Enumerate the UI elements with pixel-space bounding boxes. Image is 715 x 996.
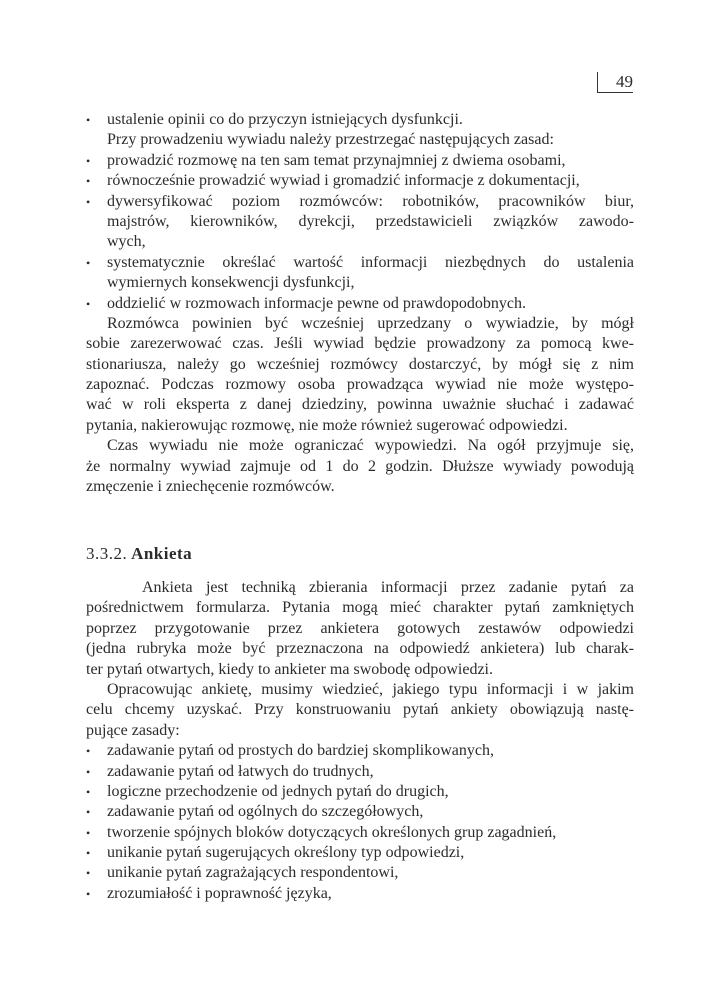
bullet-item: • dywersyfikować poziom rozmówców: robotników, pracowników biur, — [86, 192, 634, 212]
paragraph-line: Opracowując ankietę, musimy wiedzieć, jakiego typu informacji i w jakim — [107, 680, 634, 698]
paragraph-line: Przy prowadzeniu wywiadu należy przestrzegać następujących zasad: — [107, 131, 554, 149]
paragraph-line: Ankieta jest techniką zbierania informacji przez zadanie pytań za — [142, 579, 634, 596]
paragraph-line: pytania, nakierowując rozmowę, nie może również sugerować odpowiedzi. — [86, 416, 568, 434]
paragraph-line: zapoznać. Podczas rozmowy osoba prowadząca wywiad nie może występo- — [86, 376, 634, 394]
paragraph-line: że normalny wywiad zajmuje od 1 do 2 godzin. Dłuższe wywiady powodują — [86, 457, 634, 475]
paragraph-line: pujące zasady: — [86, 721, 180, 739]
section-number: 3.3.2. — [86, 544, 128, 563]
bullet-item: • oddzielić w rozmowach informacje pewne od prawdopodobnych. — [86, 294, 634, 314]
text-block-interview — [86, 110, 634, 497]
paragraph-line: sobie zarezerwować czas. Jeśli wywiad będzie prowadzony za pomocą kwe- — [86, 335, 634, 353]
bullet-item: • zadawanie pytań od łatwych do trudnych, — [86, 762, 634, 782]
page-number: 49 — [597, 72, 633, 93]
paragraph-line: pośrednictwem formularza. Pytania mogą mieć charakter pytań zamkniętych — [86, 599, 634, 617]
bullet-item: • unikanie pytań zagrażających respondentowi, — [86, 863, 634, 883]
paragraph-line: wać w roli eksperta z danej dziedziny, powinna uważnie słuchać i zadawać — [86, 396, 634, 414]
bullet-item: • systematycznie określać wartość informacji niezbędnych do ustalenia — [86, 253, 634, 273]
bullet-continuation: wymiernych konsekwencji dysfunkcji, — [107, 274, 355, 292]
paragraph-line: zmęczenie i zniechęcenie rozmówców. — [86, 478, 335, 496]
paragraph-line: Rozmówca powinien być wcześniej uprzedzany o wywiadzie, by mógł — [107, 314, 634, 332]
bullet-item: • tworzenie spójnych bloków dotyczących określonych grup zagadnień, — [86, 823, 634, 843]
bullet-item: • unikanie pytań sugerujących określony typ odpowiedzi, — [86, 843, 634, 863]
paragraph-line: celu chcemy uzyskać. Przy konstruowaniu pytań ankiety obowiązują nastę- — [86, 701, 634, 719]
bullet-item: • zrozumiałość i poprawność języka, — [86, 884, 634, 904]
paragraph-line: stionariusza, należy go wcześniej rozmówcy dostarczyć, by mógł się z nim — [86, 355, 634, 373]
bullet-item: • równocześnie prowadzić wywiad i gromadzić informacje z dokumentacji, — [86, 171, 634, 191]
bullet-continuation: wych, — [107, 233, 146, 251]
paragraph-line: Czas wywiadu nie może ograniczać wypowiedzi. Na ogół przyjmuje się, — [107, 437, 634, 455]
paragraph-line: poprzez przygotowanie przez ankietera gotowych zestawów odpowiedzi — [86, 619, 634, 637]
bullet-continuation: majstrów, kierowników, dyrekcji, przedstawicieli związków zawodo- — [107, 212, 634, 230]
bullet-item: • zadawanie pytań od ogólnych do szczegółowych, — [86, 802, 634, 822]
section-heading — [86, 543, 192, 565]
bullet-item: • logiczne przechodzenie od jednych pytań do drugich, — [86, 782, 634, 802]
paragraph-line: ter pytań otwartych, kiedy to ankieter ma swobodę odpowiedzi. — [86, 660, 493, 678]
paragraph-line: (jedna rubryka może być przeznaczona na odpowiedź ankietera) lub charak- — [86, 640, 634, 658]
bullet-item: • zadawanie pytań od prostych do bardziej skomplikowanych, — [86, 741, 634, 761]
section-title: Ankieta — [131, 544, 193, 563]
text-block-survey — [86, 578, 634, 904]
bullet-item: • prowadzić rozmowę na ten sam temat przynajmniej z dwiema osobami, — [86, 151, 634, 171]
bullet-item: • ustalenie opinii co do przyczyn istniejących dysfunkcji. — [86, 110, 634, 130]
